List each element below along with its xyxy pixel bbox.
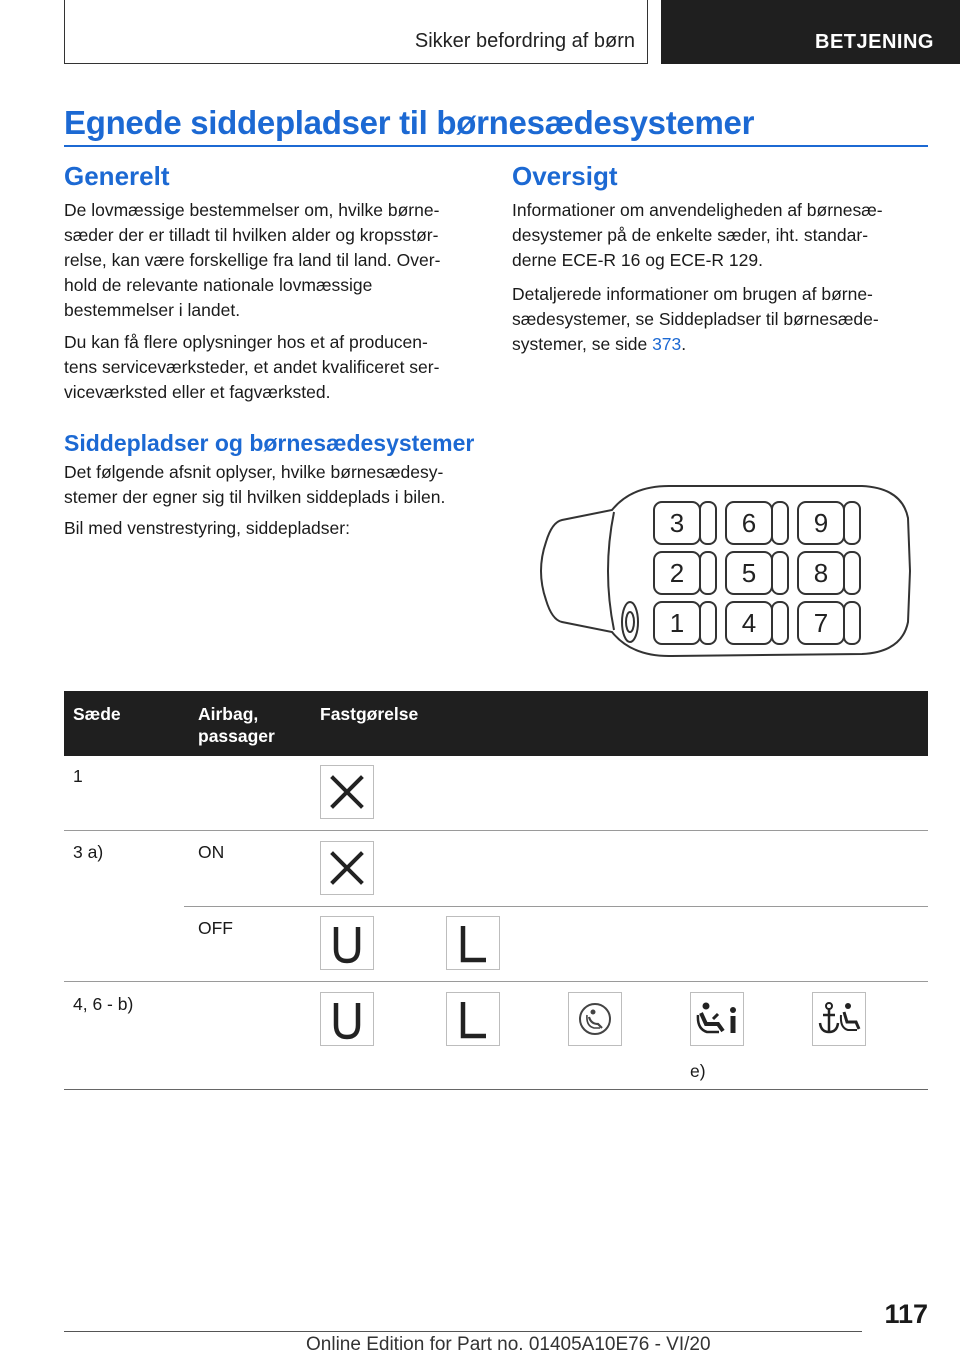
isofix-anchor-icon xyxy=(812,992,866,1046)
seat-layout-diagram xyxy=(532,482,916,660)
row-divider xyxy=(64,830,928,831)
i-size-booster-icon xyxy=(690,992,744,1046)
cell-seat: 4, 6 - b) xyxy=(73,994,134,1014)
header-chapter-box xyxy=(661,0,960,64)
text-line: sæder der er tilladt til hvilken alder og kropsstør- xyxy=(64,225,439,245)
text-line: sædesystemer, se Siddepladser til børnesæde- xyxy=(512,309,879,329)
header-airbag-line: passager xyxy=(198,726,275,746)
heading-overview: Oversigt xyxy=(512,161,618,191)
cell-airbag: OFF xyxy=(198,918,233,938)
seat-label: 5 xyxy=(741,558,757,588)
seat-backrest xyxy=(700,602,716,644)
text-line: Informationer om anvendeligheden af børnesæ- xyxy=(512,200,883,220)
steering-wheel-icon xyxy=(622,602,638,642)
car-inner-line xyxy=(608,512,614,630)
text-line: tens serviceværksteder, et andet kvalificeret ser- xyxy=(64,357,440,377)
semi-universal-l-icon xyxy=(446,992,500,1046)
seat-label: 9 xyxy=(813,508,829,538)
universal-u-icon xyxy=(320,916,374,970)
seat-label: 3 xyxy=(669,508,685,538)
i-size-seat-icon xyxy=(568,992,622,1046)
seat-row-bottom xyxy=(654,602,860,644)
seat-label: 1 xyxy=(669,608,685,638)
overview-paragraph-2 xyxy=(512,282,928,357)
cell-airbag: ON xyxy=(198,842,225,862)
seat-label: 4 xyxy=(741,608,757,638)
seat-label: 6 xyxy=(741,508,757,538)
universal-u-icon xyxy=(320,992,374,1046)
seat-backrest xyxy=(844,602,860,644)
header-seat: Sæde xyxy=(73,704,121,724)
text-line: hold de relevante nationale lovmæssige xyxy=(64,275,373,295)
page-link-373[interactable]: 373 xyxy=(652,334,682,354)
text-line: . xyxy=(681,334,687,354)
text-line: viceværksted eller et fagværksted. xyxy=(64,382,331,402)
seat-row-middle xyxy=(654,552,860,594)
seats-paragraph-1 xyxy=(64,460,484,510)
seat-label: 2 xyxy=(669,558,685,588)
heading-general: Generelt xyxy=(64,161,170,191)
heading-seats: Siddepladser og børnesædesystemer xyxy=(64,430,475,456)
header-chapter-title: BETJENING xyxy=(815,31,934,53)
general-paragraph-2 xyxy=(64,330,484,405)
text-line: derne ECE-R 16 og ECE-R 129. xyxy=(512,250,763,270)
cell-seat: 3 a) xyxy=(73,842,104,862)
footer-divider xyxy=(64,1331,862,1332)
seat-label: 8 xyxy=(813,558,829,588)
cross-icon xyxy=(320,841,374,895)
text-line: Du kan få flere oplysninger hos et af producen- xyxy=(64,332,428,352)
header-airbag xyxy=(198,703,275,747)
seat-backrest xyxy=(772,552,788,594)
header-fastening: Fastgørelse xyxy=(320,704,419,724)
header-section-title: Sikker befordring af børn xyxy=(414,30,635,52)
seat-backrest xyxy=(772,602,788,644)
edition-note: Online Edition for Part no. 01405A10E76 - VI/20 xyxy=(306,1334,711,1355)
seat-backrest xyxy=(844,552,860,594)
seat-backrest xyxy=(844,502,860,544)
page-title: Egnede siddepladser til børnesædesystemer xyxy=(64,104,755,141)
seat-row-top xyxy=(654,502,860,544)
text-line: bestemmelser i landet. xyxy=(64,300,241,320)
cross-icon xyxy=(320,765,374,819)
table-bottom-border xyxy=(64,1089,928,1090)
text-line: systemer, se side xyxy=(512,334,653,354)
cell-seat: 1 xyxy=(73,766,83,786)
seat-backrest xyxy=(700,502,716,544)
row-divider xyxy=(64,981,928,982)
overview-paragraph-1 xyxy=(512,198,928,273)
row-divider xyxy=(184,906,928,907)
semi-universal-l-icon xyxy=(446,916,500,970)
seat-backrest xyxy=(772,502,788,544)
general-paragraph-1 xyxy=(64,198,484,323)
table-header xyxy=(64,691,928,756)
seat-label: 7 xyxy=(813,608,829,638)
text-line: Detaljerede informationer om brugen af børne- xyxy=(512,284,873,304)
title-divider xyxy=(64,145,928,147)
header-airbag-line: Airbag, xyxy=(198,704,259,724)
text-line: relse, kan være forskellige fra land til land. Over- xyxy=(64,250,441,270)
text-line: desystemer på de enkelte sæder, iht. standar- xyxy=(512,225,869,245)
seat-backrest xyxy=(700,552,716,594)
header-section-box xyxy=(64,0,648,64)
text-line: Det følgende afsnit oplyser, hvilke børnesædesy- xyxy=(64,462,444,482)
text-line: De lovmæssige bestemmelser om, hvilke børne- xyxy=(64,200,440,220)
footnote-marker: e) xyxy=(690,1061,706,1081)
text-line: stemer der egner sig til hvilken siddeplads i bilen. xyxy=(64,487,446,507)
page-number: 117 xyxy=(884,1299,928,1329)
text-line: Bil med venstrestyring, siddepladser: xyxy=(64,518,350,538)
seats-paragraph-2 xyxy=(64,516,484,541)
